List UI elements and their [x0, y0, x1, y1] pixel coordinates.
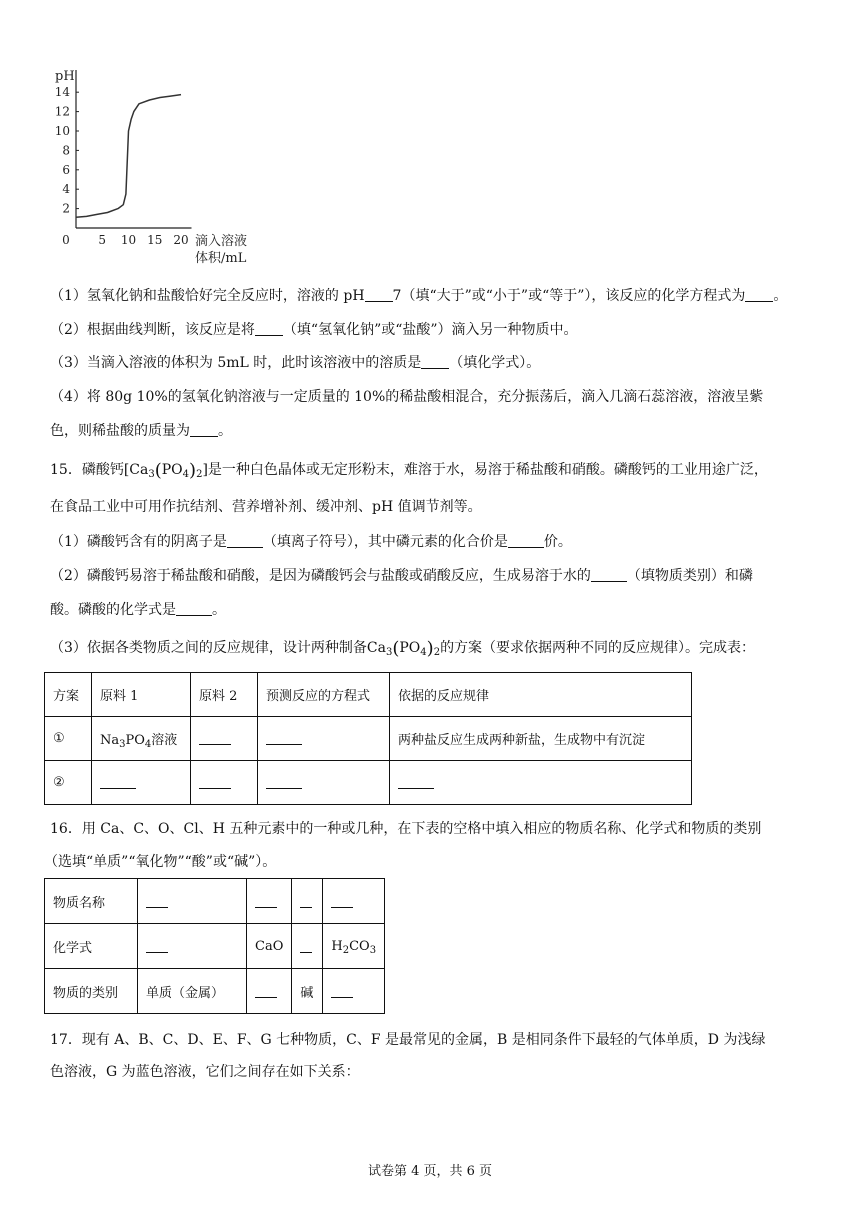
y-tick-label: 2 — [62, 201, 70, 216]
answer-cell[interactable] — [292, 879, 323, 924]
answer-blank[interactable] — [146, 893, 168, 908]
formula-ca3po42-2: $Ca_3(PO_4)_2$ — [366, 638, 441, 659]
cell-na3po4: $Na_3PO_4$溶液 — [92, 717, 191, 761]
x-tick-label: 10 — [120, 233, 137, 247]
x-tick-label: 0 — [62, 233, 70, 247]
answer-cell[interactable] — [191, 761, 258, 805]
answer-blank[interactable] — [331, 983, 353, 998]
q14-blank-3[interactable] — [255, 321, 283, 336]
q15-intro: 15．磷酸钙$[Ca_3(PO_4)_2]$是一种白色晶体或无定形粉末，难溶于水，易溶于稀盐酸和硝酸。磷酸钙的工业用途广泛， — [50, 460, 768, 481]
y-axis-label: pH — [55, 69, 75, 84]
table-row: 物质的类别 单质（金属） 碱 — [45, 969, 385, 1014]
answer-cell[interactable] — [323, 969, 385, 1014]
y-tick-label: 10 — [54, 124, 70, 138]
y-tick-label: 12 — [54, 104, 70, 119]
answer-blank[interactable] — [300, 938, 312, 953]
answer-cell[interactable] — [138, 879, 247, 924]
answer-blank[interactable] — [100, 774, 136, 789]
table-row: 化学式 CaO $H_2CO_3$ — [45, 924, 385, 969]
answer-blank[interactable] — [331, 893, 353, 908]
q15-part1: （1）磷酸钙含有的阴离子是 （填离子符号），其中磷元素的化合价是 价。 — [50, 534, 572, 550]
answer-cell[interactable] — [247, 879, 292, 924]
q14-part3: （3）当滴入溶液的体积为 5mL 时，此时该溶液中的溶质是 （填化学式）。 — [50, 355, 541, 371]
formula-ca3po42: $Ca_3(PO_4)_2$ — [129, 460, 203, 481]
answer-blank[interactable] — [300, 893, 312, 908]
q16-intro-cont: （选填“单质”“氧化物”“酸”或“碱”）。 — [44, 854, 277, 870]
x-tick-label: 15 — [147, 233, 163, 247]
answer-cell[interactable] — [390, 761, 692, 805]
y-tick-label: 14 — [54, 85, 70, 100]
answer-blank[interactable] — [266, 730, 302, 745]
q14-blank-4[interactable] — [421, 354, 449, 369]
q15-part2: （2）磷酸钙易溶于稀盐酸和硝酸，是因为磷酸钙会与盐酸或硝酸反应，生成易溶于水的 （填物质类别）和磷 — [50, 568, 753, 584]
y-tick-label: 4 — [62, 182, 70, 197]
q16-substance-table — [44, 878, 385, 1014]
table-row: 方案 原料 1 原料 2 预测反应的方程式 依据的反应规律 — [45, 673, 692, 717]
answer-blank[interactable] — [199, 730, 231, 745]
answer-cell[interactable] — [258, 717, 390, 761]
answer-blank[interactable] — [398, 774, 434, 789]
q15-intro-cont: 在食品工业中可用作抗结剂、营养增补剂、缓冲剂、pH 值调节剂等。 — [50, 499, 482, 515]
q14-blank-1[interactable] — [365, 287, 393, 302]
table-row: ② — [45, 761, 692, 805]
table-row: 物质名称 — [45, 879, 385, 924]
q14-part1: （1）氢氧化钠和盐酸恰好完全反应时，溶液的 pH 7（填“大于”或“小于”或“等于”），该反应的化学方程式为 。 — [50, 288, 788, 304]
answer-cell[interactable] — [92, 761, 191, 805]
ph-titration-chart — [50, 60, 260, 270]
q15-part3: （3）依据各类物质之间的反应规律，设计两种制备$Ca_3(PO_4)_2$的方案（要求依据两种不同的反应规律）。完成表： — [50, 638, 756, 659]
q15-blank-1[interactable] — [227, 533, 263, 548]
q14-part2: （2）根据曲线判断，该反应是将 （填“氢氧化钠”或“盐酸”）滴入另一种物质中。 — [50, 322, 578, 338]
q14-part4-cont: 色，则稀盐酸的质量为 。 — [50, 423, 232, 439]
x-tick-label: 20 — [173, 233, 189, 247]
answer-blank[interactable] — [266, 774, 302, 789]
answer-cell[interactable] — [292, 924, 323, 969]
x-axis-label-line2: 体积/mL — [195, 251, 247, 266]
q15-plan-table — [44, 672, 692, 805]
answer-cell[interactable] — [258, 761, 390, 805]
q16-intro: 16．用 Ca、C、O、Cl、H 五种元素中的一种或几种，在下表的空格中填入相应的物质名称、化学式和物质的类别 — [50, 821, 762, 837]
answer-cell[interactable] — [191, 717, 258, 761]
x-axis-label-line1: 滴入溶液 — [195, 234, 248, 249]
answer-blank[interactable] — [146, 938, 168, 953]
answer-blank[interactable] — [255, 983, 277, 998]
answer-cell[interactable] — [138, 924, 247, 969]
q17-line1: 17．现有 A、B、C、D、E、F、G 七种物质，C、F 是最常见的金属，B 是相同条件下最轻的气体单质，D 为浅绿 — [50, 1032, 766, 1048]
q17-line2: 色溶液，G 为蓝色溶液，它们之间存在如下关系： — [50, 1064, 360, 1080]
q15-part2-cont: 酸。磷酸的化学式是 。 — [50, 602, 226, 618]
answer-blank[interactable] — [255, 893, 277, 908]
page-footer: 试卷第 4 页，共 6 页 — [367, 1164, 493, 1179]
q15-blank-3[interactable] — [591, 567, 627, 582]
answer-cell[interactable] — [323, 879, 385, 924]
x-tick-label: 5 — [98, 233, 107, 247]
table-row: ① $Na_3PO_4$溶液 两种盐反应生成两种新盐，生成物中有沉淀 — [45, 717, 692, 761]
q14-blank-2[interactable] — [745, 287, 773, 302]
y-tick-label: 8 — [62, 143, 70, 158]
q14-blank-5[interactable] — [190, 422, 218, 437]
q14-part4: （4）将 80g 10%的氢氧化钠溶液与一定质量的 10%的稀盐酸相混合，充分振荡后，滴入几滴石蕊溶液，溶液呈紫 — [50, 389, 764, 405]
cell-h2co3: $H_2CO_3$ — [323, 924, 385, 969]
q15-blank-2[interactable] — [508, 533, 544, 548]
q15-blank-4[interactable] — [176, 601, 212, 616]
ph-curve — [76, 95, 181, 218]
answer-blank[interactable] — [199, 774, 231, 789]
answer-cell[interactable] — [247, 969, 292, 1014]
y-tick-label: 6 — [62, 162, 70, 177]
